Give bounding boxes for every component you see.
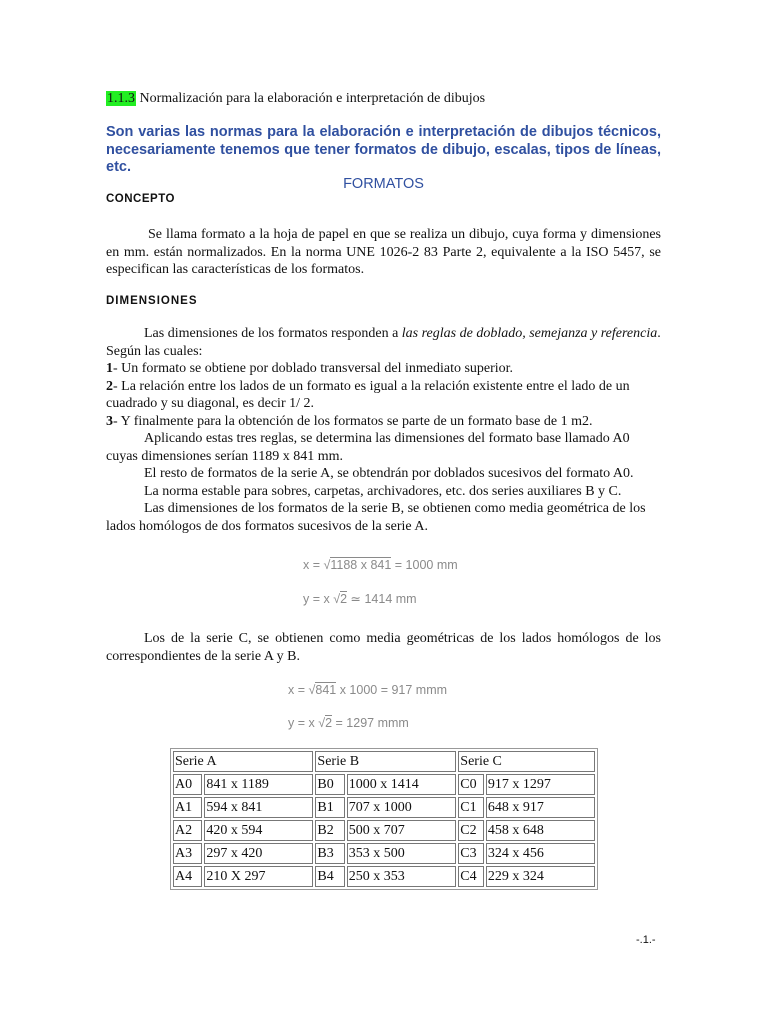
- rule-1-text: - Un formato se obtiene por doblado transversal del inmediato superior.: [113, 361, 514, 376]
- formula-b-x: x = √1188 x 841 = 1000 mm: [303, 558, 458, 572]
- format-code-cell: B2: [315, 820, 344, 841]
- header-serie-b: Serie B: [315, 751, 456, 772]
- table-row: [173, 820, 595, 841]
- format-code-cell: A0: [173, 774, 202, 795]
- formula-c-x-radicand: 841: [315, 683, 337, 697]
- format-code-cell: C2: [458, 820, 484, 841]
- formula-c-x: x = √841 x 1000 = 917 mmm: [288, 683, 448, 697]
- format-size-cell: 458 x 648: [486, 820, 595, 841]
- format-size-cell: 210 X 297: [204, 866, 313, 887]
- formatos-heading: FORMATOS: [343, 176, 424, 192]
- formula-b-y-lhs: y = x: [303, 592, 334, 606]
- rule-3-number: 3: [106, 413, 113, 429]
- rule-2: [106, 378, 661, 413]
- formula-c-x-rhs: x 1000 = 917 mmm: [336, 683, 448, 697]
- formula-b-x-lhs: x =: [303, 558, 324, 572]
- rule-3: [106, 413, 661, 431]
- concepto-heading: CONCEPTO: [106, 193, 175, 205]
- format-size-cell: 250 x 353: [347, 866, 457, 887]
- format-code-cell: B3: [315, 843, 344, 864]
- format-code-cell: C0: [458, 774, 484, 795]
- format-code-cell: C3: [458, 843, 484, 864]
- rule-2-text: - La relación entre los lados de un formato es igual a la relación existente entre el lado de un cuadrado y su diagonal, es decir 1/ 2.: [106, 378, 630, 411]
- series-table: [170, 748, 598, 890]
- dimensiones-heading: DIMENSIONES: [106, 295, 198, 307]
- format-code-cell: A1: [173, 797, 202, 818]
- format-size-cell: 324 x 456: [486, 843, 595, 864]
- format-size-cell: 500 x 707: [347, 820, 457, 841]
- formula-b-y-rhs: ≃ 1414 mm: [347, 592, 417, 606]
- intro-paragraph: Son varias las normas para la elaboración e interpretación de dibujos técnicos, necesariamente tenemos que tener formatos de dibujo, escalas, tipos de líneas, etc.: [106, 124, 661, 175]
- format-code-cell: A2: [173, 820, 202, 841]
- format-size-cell: 648 x 917: [486, 797, 595, 818]
- format-code-cell: B0: [315, 774, 344, 795]
- paragraph-p5: Las dimensiones de los formatos de la serie B, se obtienen como media geométrica de los lados homólogos de dos formatos sucesivos de la serie A.: [106, 501, 646, 534]
- section-title-text: Normalización para la elaboración e interpretación de dibujos: [136, 91, 486, 106]
- page-number: -.1.-: [636, 934, 656, 946]
- paragraph-p6: Los de la serie C, se obtienen como media geométricas de los lados homólogos de los correspondientes de la serie A y B.: [106, 631, 661, 664]
- table-row: [173, 797, 595, 818]
- header-serie-c: Serie C: [458, 751, 595, 772]
- p1-start: Las dimensiones de los formatos responden a: [144, 326, 402, 341]
- rule-2-number: 2: [106, 378, 113, 394]
- rule-3-text: - Y finalmente para la obtención de los formatos se parte de un formato base de 1 m2.: [113, 413, 593, 429]
- format-size-cell: 1000 x 1414: [347, 774, 457, 795]
- format-code-cell: A3: [173, 843, 202, 864]
- table-row: [173, 774, 595, 795]
- concepto-paragraph: Se llama formato a la hoja de papel en que se realiza un dibujo, cuya forma y dimensiones en mm. están normalizados. En la norma UNE 1026-2 83 Parte 2, equivalente a la ISO 5457, se especifican las características de los formatos.: [106, 227, 661, 277]
- format-code-cell: C4: [458, 866, 484, 887]
- format-code-cell: C1: [458, 797, 484, 818]
- format-size-cell: 707 x 1000: [347, 797, 457, 818]
- paragraph-p2: Aplicando estas tres reglas, se determina las dimensiones del formato base llamado A0 cuyas dimensiones serían 1189 x 841 mm.: [106, 431, 630, 464]
- formula-c-y-lhs: y = x: [288, 716, 315, 730]
- table-row: [173, 843, 595, 864]
- table-row: [173, 866, 595, 887]
- format-size-cell: 594 x 841: [204, 797, 313, 818]
- header-serie-a: Serie A: [173, 751, 313, 772]
- format-code-cell: B1: [315, 797, 344, 818]
- format-size-cell: 420 x 594: [204, 820, 313, 841]
- section-title: [106, 90, 485, 108]
- format-size-cell: 353 x 500: [347, 843, 457, 864]
- dimensiones-intro: [106, 325, 661, 360]
- rule-1-number: 1: [106, 361, 113, 376]
- dimensiones-body: [106, 325, 661, 535]
- formula-c-y-rhs: = 1297 mmm: [332, 716, 409, 730]
- formula-c-x-lhs: x =: [288, 683, 309, 697]
- paragraph-p3: El resto de formatos de la serie A, se obtendrán por doblados sucesivos del formato A0.: [144, 466, 634, 481]
- rule-1: [106, 360, 661, 378]
- formula-b-x-rhs: = 1000 mm: [391, 558, 458, 572]
- formula-b-x-radicand: 1188 x 841: [330, 558, 392, 572]
- format-code-cell: A4: [173, 866, 202, 887]
- p1-end: . Según las cuales:: [106, 326, 661, 359]
- p1-italic: las reglas de doblado, semejanza y referencia: [401, 326, 658, 341]
- format-size-cell: 917 x 1297: [486, 774, 595, 795]
- table-header-row: [173, 751, 595, 772]
- format-size-cell: 229 x 324: [486, 866, 595, 887]
- formula-c-y-radicand: 2: [325, 716, 333, 730]
- formula-b-y: y = x √2 ≃ 1414 mm: [303, 592, 417, 606]
- format-code-cell: B4: [315, 866, 344, 887]
- format-size-cell: 841 x 1189: [204, 774, 313, 795]
- formula-c-y: y = x √2 = 1297 mmm: [288, 716, 409, 730]
- section-number: 1.1.3: [107, 91, 135, 106]
- paragraph-p4: La norma estable para sobres, carpetas, archivadores, etc. dos series auxiliares B y C.: [144, 483, 622, 499]
- formula-b-y-radicand: 2: [340, 592, 348, 606]
- format-size-cell: 297 x 420: [204, 843, 313, 864]
